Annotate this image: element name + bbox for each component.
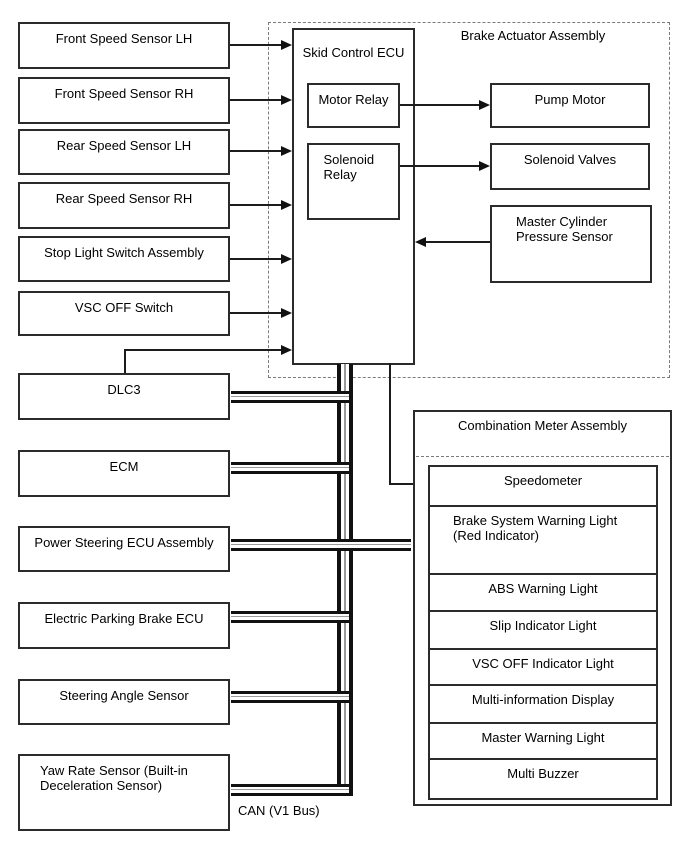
arrow-line-vsc-off-switch <box>230 312 281 314</box>
arrowhead-pump-motor <box>479 100 490 110</box>
source-box-rear-speed-sensor-rh <box>18 182 230 229</box>
can-bus-branch-electric-parking-brake <box>231 611 349 623</box>
can-node-label: DLC3 <box>107 382 141 397</box>
can-node-label: Yaw Rate Sensor (Built-in Deceleration Sensor) <box>40 763 188 793</box>
arrowhead-front-speed-rh <box>281 95 292 105</box>
source-label: Front Speed Sensor RH <box>54 86 194 101</box>
pump-motor-label: Pump Motor <box>534 92 606 107</box>
source-box-front-speed-sensor-rh <box>18 77 230 124</box>
arrow-line-rear-speed-rh <box>230 204 281 206</box>
source-box-vsc-off-switch <box>18 291 230 336</box>
master-cylinder-pressure-sensor-label: Master Cylinder Pressure Sensor <box>516 214 613 244</box>
arrowhead-front-speed-lh <box>281 40 292 50</box>
arrow-line-solenoid-relay-to-valves <box>400 165 479 167</box>
arrowhead-solenoid-valves <box>479 161 490 171</box>
meter-row-slip-indicator-light <box>430 610 656 648</box>
can-bus-branch-steering-angle-sensor <box>231 691 349 703</box>
can-bus-branch-dlc3 <box>231 391 349 403</box>
meter-row-multi-buzzer <box>430 758 656 798</box>
source-label: Stop Light Switch Assembly <box>44 245 204 260</box>
meter-row-label: Speedometer <box>503 473 583 488</box>
can-node-box-dlc3 <box>18 373 230 420</box>
arrowhead-rear-speed-rh <box>281 200 292 210</box>
meter-row-brake-system-warning-light <box>430 505 656 573</box>
arrowhead-vsc-off-switch <box>281 308 292 318</box>
can-bus-trunk <box>337 364 353 790</box>
arrow-line-mcps-to-ecu <box>426 241 490 243</box>
solenoid-valves-box <box>490 143 650 190</box>
meter-row-label: Master Warning Light <box>481 729 605 745</box>
arrow-line-stop-light-switch <box>230 258 281 260</box>
solenoid-relay-label: Solenoid Relay <box>323 152 375 182</box>
source-label: Front Speed Sensor LH <box>55 31 193 46</box>
can-node-box-power-steering-ecu <box>18 526 230 572</box>
can-node-box-yaw-rate-sensor <box>18 754 230 831</box>
meter-row-label: Multi Buzzer <box>507 766 579 782</box>
arrowhead-mcps-to-ecu <box>415 237 426 247</box>
solenoid-relay-box <box>307 143 400 220</box>
dlc3-connector-vertical <box>124 350 126 373</box>
source-box-front-speed-sensor-lh <box>18 22 230 69</box>
meter-row-abs-warning-light <box>430 573 656 611</box>
meter-row-vsc-off-indicator-light <box>430 648 656 685</box>
can-bus-label: CAN (V1 Bus) <box>238 803 320 818</box>
meter-row-label: Multi-information Display <box>471 692 615 708</box>
can-node-box-steering-angle-sensor <box>18 679 230 725</box>
meter-row-label: Slip Indicator Light <box>489 618 597 634</box>
arrow-line-front-speed-rh <box>230 99 281 101</box>
arrowhead-stop-light-switch <box>281 254 292 264</box>
meter-row-label: Brake System Warning Light (Red Indicator) <box>453 512 618 543</box>
arrow-line-motor-relay-to-pump <box>400 104 479 106</box>
arrowhead-dlc3-to-ecu <box>281 345 292 355</box>
meter-row-label: VSC OFF Indicator Light <box>472 655 614 671</box>
meter-row-master-warning-light <box>430 722 656 759</box>
can-bus-branch-ecm <box>231 462 349 474</box>
can-node-label: Power Steering ECU Assembly <box>34 535 214 550</box>
combination-meter-indicator-stack <box>428 465 658 800</box>
can-bus-branch-yaw-rate-sensor <box>231 784 353 796</box>
meter-row-label: ABS Warning Light <box>488 580 598 596</box>
combination-meter-dashed-separator <box>416 456 669 457</box>
brake-actuator-assembly-title: Brake Actuator Assembly <box>460 28 606 43</box>
ecu-to-meter-vertical <box>389 363 391 485</box>
master-cylinder-pressure-sensor-box <box>490 205 652 283</box>
source-box-stop-light-switch <box>18 236 230 282</box>
can-node-label: Electric Parking Brake ECU <box>44 611 204 626</box>
source-label: Rear Speed Sensor RH <box>55 191 193 206</box>
meter-row-speedometer <box>430 467 656 505</box>
can-node-box-ecm <box>18 450 230 497</box>
source-label: Rear Speed Sensor LH <box>56 138 192 153</box>
can-node-label: Steering Angle Sensor <box>59 688 189 703</box>
source-label: VSC OFF Switch <box>74 300 174 315</box>
motor-relay-label: Motor Relay <box>318 92 389 107</box>
meter-row-multi-information-display <box>430 684 656 722</box>
can-node-box-electric-parking-brake-ecu <box>18 602 230 649</box>
pump-motor-box <box>490 83 650 128</box>
dlc3-connector-horizontal <box>124 349 281 351</box>
combination-meter-assembly-title: Combination Meter Assembly <box>457 418 628 433</box>
solenoid-valves-label: Solenoid Valves <box>523 152 617 167</box>
arrowhead-rear-speed-lh <box>281 146 292 156</box>
motor-relay-box <box>307 83 400 128</box>
arrow-line-rear-speed-lh <box>230 150 281 152</box>
source-box-rear-speed-sensor-lh <box>18 129 230 175</box>
can-bus-branch-power-steering-to-meter <box>231 539 411 551</box>
skid-control-ecu-label: Skid Control ECU <box>302 45 405 60</box>
arrow-line-front-speed-lh <box>230 44 281 46</box>
can-node-label: ECM <box>109 459 139 474</box>
